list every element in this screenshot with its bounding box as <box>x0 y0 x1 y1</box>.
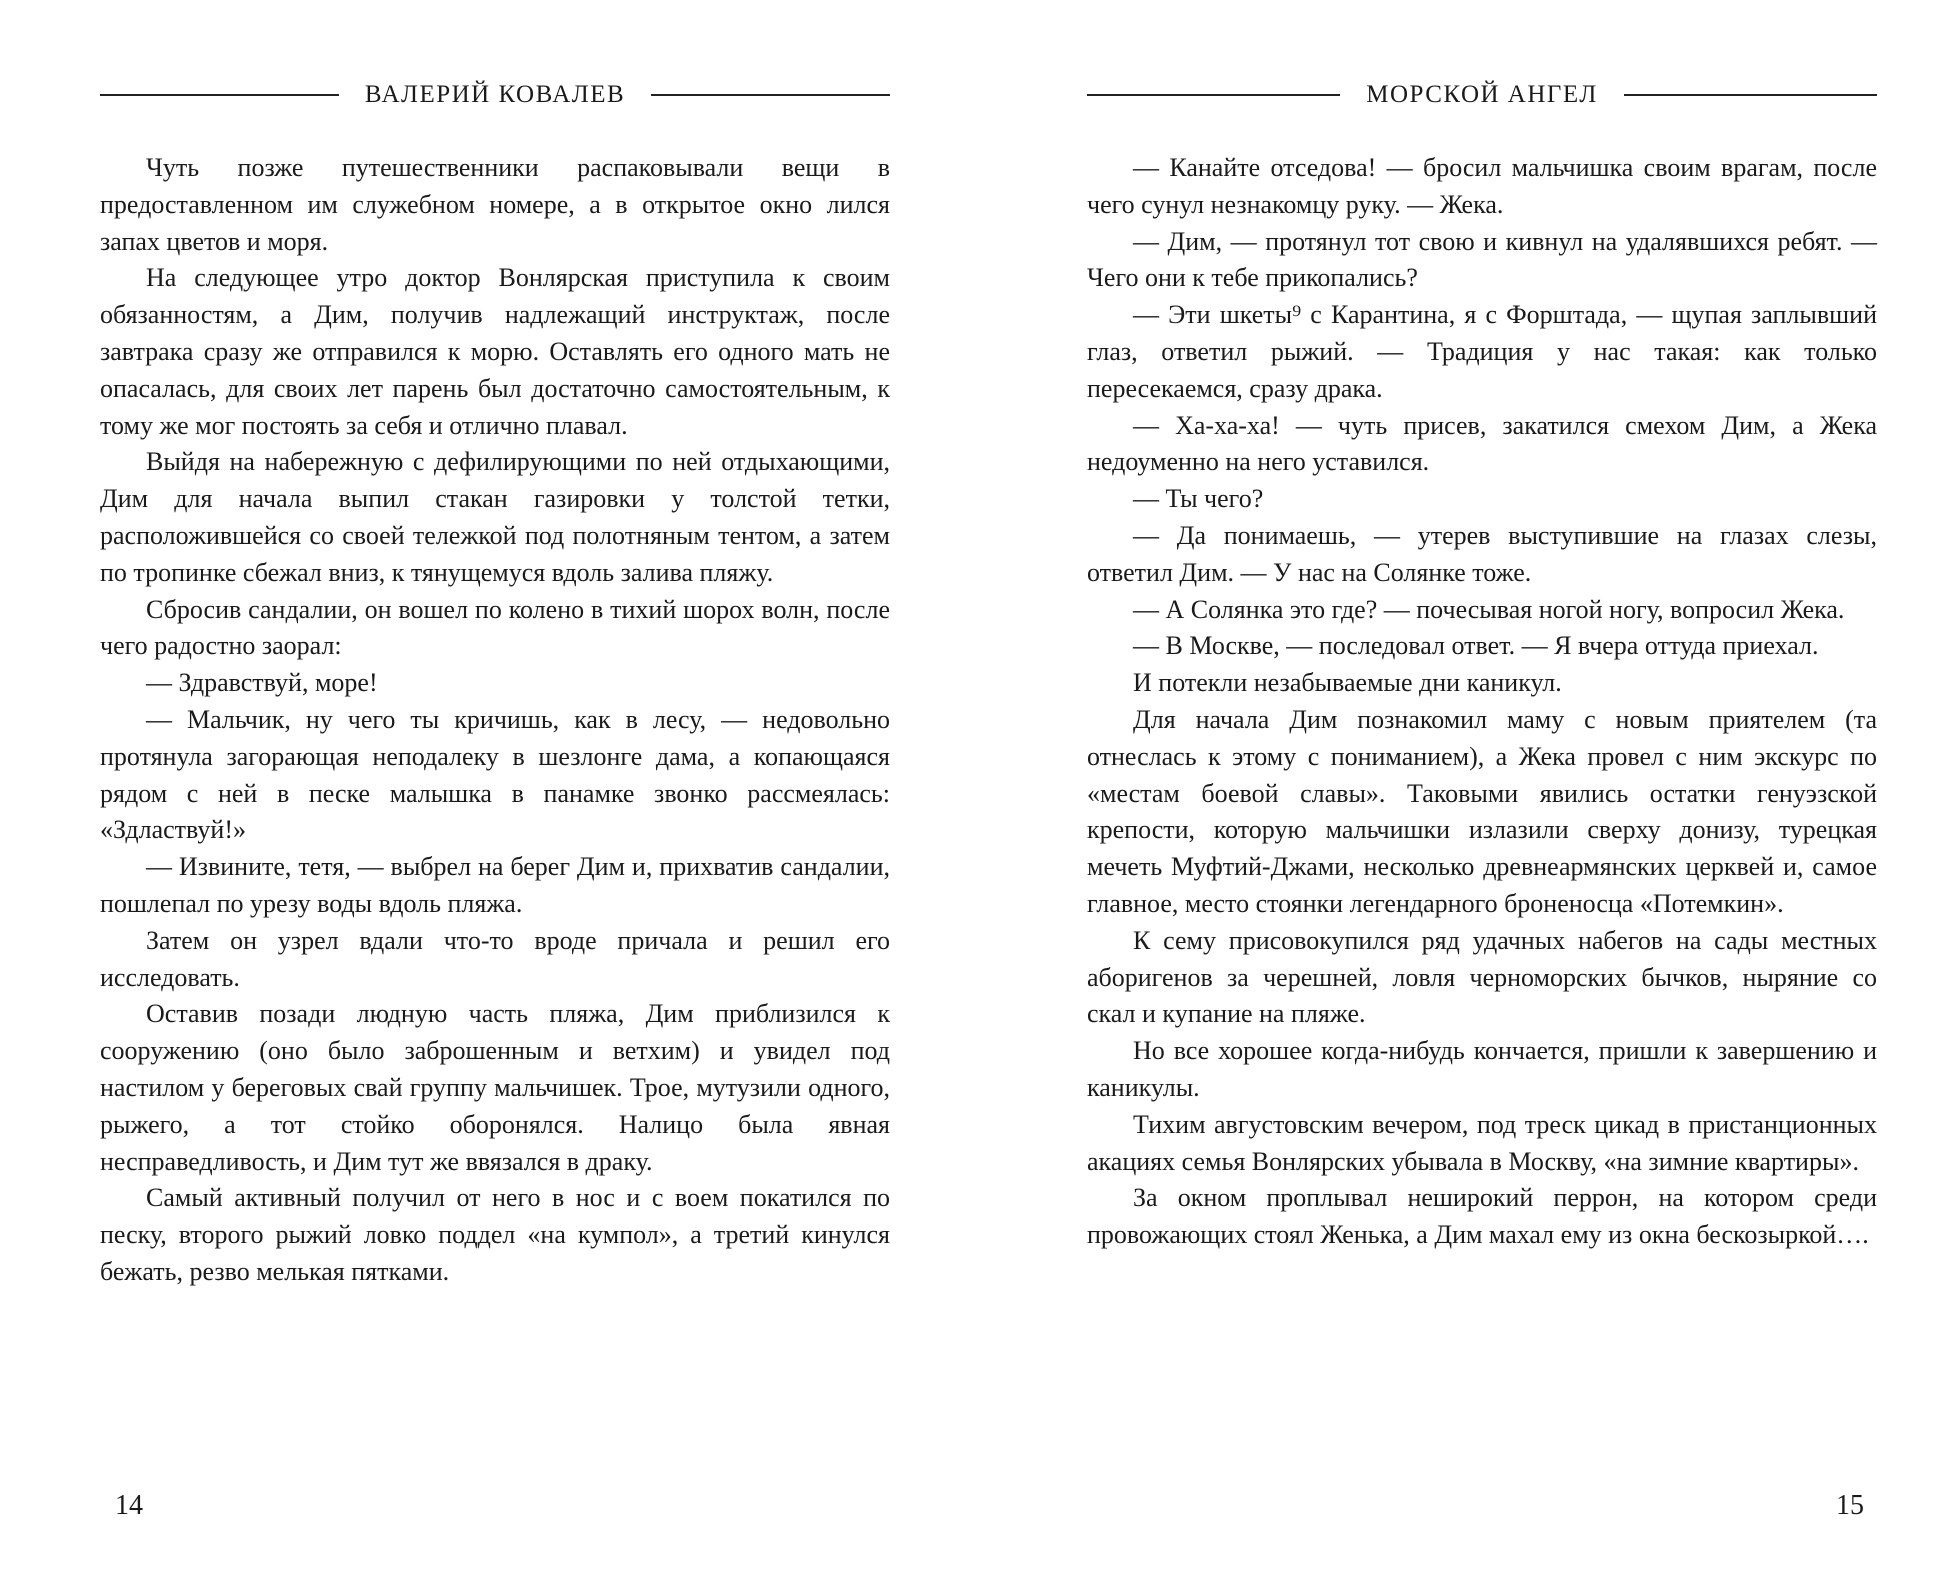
page-number-right: 15 <box>1836 1490 1864 1521</box>
paragraph: Затем он узрел вдали что-то вроде причала и решил его исследовать. <box>100 925 890 992</box>
head-rule <box>1624 94 1877 96</box>
paragraph: — В Москве, — последовал ответ. — Я вчера оттуда приехал. <box>1133 631 1819 661</box>
paragraph: За окном проплывал неширокий перрон, на котором среди провожающих стоял Женька, а Дим махал ему из окна бескозыркой…. <box>1087 1183 1877 1250</box>
paragraph: И потекли незабываемые дни каникул. <box>1133 668 1562 698</box>
paragraph: — Канайте отседова! — бросил мальчишка своим врагам, после чего сунул незнакомцу руку. — Жека. <box>1087 153 1877 219</box>
paragraph: Чуть позже путешественники распаковывали вещи в предоставленном им служебном номере, а в открытое окно лился запах цветов и моря. <box>100 153 890 256</box>
paragraph: — Извините, тетя, — выбрел на берег Дим и, прихватив сандалии, пошлепал по урезу воды вдоль пляжа. <box>100 852 890 918</box>
book-title: МОРСКОЙ АНГЕЛ <box>1366 81 1598 108</box>
paragraph: — Мальчик, ну чего ты кричишь, как в лесу, — недовольно протянула загорающая неподалеку в шезлонге дама, а копающаяся рядом с ней в песке малышка в панамке звонко рассмеялась: «Здластвуй!» <box>100 704 890 845</box>
author-name: ВАЛЕРИЙ КОВАЛЕВ <box>364 81 626 108</box>
right-body-text <box>1087 150 1877 1254</box>
page-number-left: 14 <box>115 1490 143 1521</box>
paragraph: Сбросив сандалии, он вошел по колено в тихий шорох волн, после чего радостно заорал: <box>100 594 890 661</box>
running-head-right <box>1087 80 1877 110</box>
paragraph: Оставив позади людную часть пляжа, Дим приблизился к сооружению (оно было заброшенным и ветхим) и увидел под настилом у береговых свай группу мальчишек. Трое, мутузили одного, рыжего, а тот стойко оборонялся. Налицо была явная несправедливость, и Дим тут же ввязался в драку. <box>100 999 890 1176</box>
paragraph: Для начала Дим познакомил маму с новым приятелем (та отнеслась к этому с пониманием), а Жека провел с ним экскурс по «местам боевой славы». Таковыми явились остатки генуэзской крепости, которую мальчишки излазили сверху донизу, турецкая мечеть Муфтий-Джами, несколько древнеармянских церквей и, самое главное, место стоянки легендарного броненосца «Потемкин». <box>1087 704 1877 918</box>
right-page <box>977 0 1954 1587</box>
paragraph: — Ха-ха-ха! — чуть присев, закатился смехом Дим, а Жека недоуменно на него уставился. <box>1087 410 1877 477</box>
paragraph: Выйдя на набережную с дефилирующими по ней отдыхающими, Дим для начала выпил стакан газировки у толстой тетки, расположившейся со своей тележкой под полотняным тентом, а затем по тропинке сбежал вниз, к тянущемуся вдоль залива пляжу. <box>100 447 890 587</box>
paragraph: — Эти шкеты⁹ с Карантина, я с Форштада, — щупая заплывший глаз, ответил рыжий. — Традиция у нас такая: как только пересекаемся, сразу драка. <box>1087 300 1877 403</box>
paragraph: На следующее утро доктор Вонлярская приступила к своим обязанностям, а Дим, получив надлежащий инструктаж, после завтрака сразу же отправился к морю. Оставлять его одного мать не опасалась, для своих лет парень был достаточно самостоятельным, к тому же мог постоять за себя и отлично плавал. <box>100 263 890 440</box>
paragraph: — Здравствуй, море! <box>146 668 378 698</box>
paragraph: Тихим августовским вечером, под треск цикад в пристанционных акациях семья Вонлярских убывала в Москву, «на зимние квартиры». <box>1087 1109 1877 1176</box>
paragraph: — А Солянка это где? — почесывая ногой ногу, вопросил Жека. <box>1133 594 1845 624</box>
paragraph: Но все хорошее когда-нибудь кончается, пришли к завершению и каникулы. <box>1087 1036 1877 1102</box>
paragraph: — Да понимаешь, — утерев выступившие на глазах слезы, ответил Дим. — У нас на Солянке тоже. <box>1087 520 1877 587</box>
head-rule <box>1087 94 1340 96</box>
paragraph: Самый активный получил от него в нос и с воем покатился по песку, второго рыжий ловко поддел «на кумпол», а третий кинулся бежать, резво мелькая пятками. <box>100 1183 890 1286</box>
left-body-text <box>100 150 890 1291</box>
running-head-left <box>100 80 890 110</box>
head-rule <box>100 94 339 96</box>
paragraph: — Ты чего? <box>1133 484 1264 514</box>
paragraph: К сему присовокупился ряд удачных набегов на сады местных аборигенов за черешней, ловля черноморских бычков, ныряние со скал и купание на пляже. <box>1087 925 1877 1029</box>
head-rule <box>651 94 890 96</box>
paragraph: — Дим, — протянул тот свою и кивнул на удалявшихся ребят. — Чего они к тебе прикопались? <box>1087 226 1877 293</box>
